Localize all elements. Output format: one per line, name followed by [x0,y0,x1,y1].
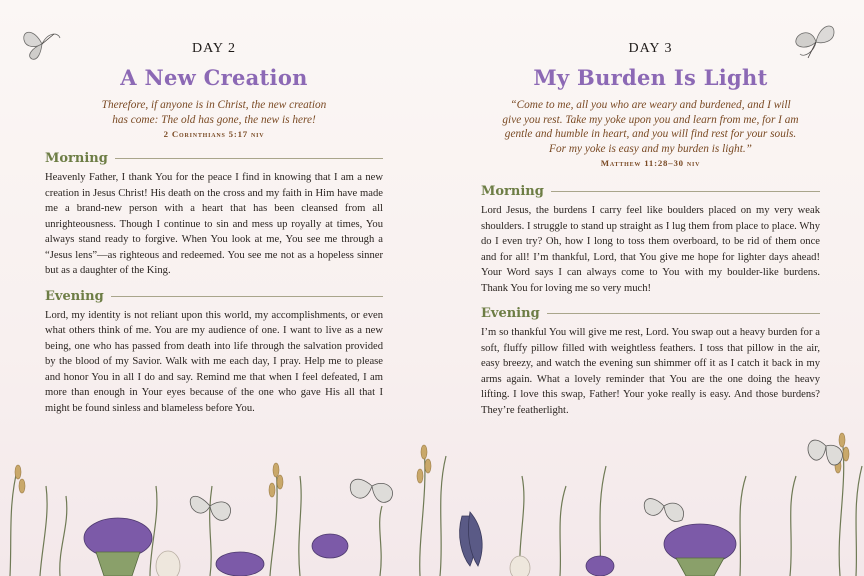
section-heading: Morning [481,184,544,199]
morning-heading [481,184,820,199]
thistle-flower-icon [84,518,736,576]
section-heading: Morning [45,151,108,166]
evening-text: I’m so thankful You will give me rest, Lord. You swap out a heavy burden for a soft, fluffy pillow filled with weightless feathers. I toss that pillow in the air, easy breezy, and watch the evening sun shimmer off it as I catch it back in my arms again. What a lovely reminder that You are the one doing the heavy lifting. I love this swap, Father! Your yoke really is easy. And those burdens? They’re featherlight. [481,327,820,416]
morning-text: Heavenly Father, I thank You for the peace I find in knowing that I am a new creation in Jesus Christ! His death on the cross and my faith in Him have made me a brand-new person with a heart that has been cleansed from all unrighteousness. Though I continue to sin and mess up royally at times, You always stand ready to forgive. When You look at me, You see me through a “Jesus lens”—as righteous and redeemed. You see me not as a hopeless sinner but as a daughter of the King. [45,172,383,276]
section-heading: Evening [45,288,104,304]
section-heading: Evening [481,306,540,321]
evening-heading [45,289,383,304]
scripture-reference: 2 Corinthians 5:17 niv [163,129,265,139]
day-label: DAY 3 [628,41,673,56]
page-title: My Burden Is Light [533,65,768,90]
page-title: A New Creation [120,65,308,90]
divider [547,313,820,314]
day-label: DAY 2 [191,41,237,56]
morning-heading [45,151,383,166]
wheat-icon [15,433,849,497]
scripture-reference: Matthew 11:28–30 niv [600,158,701,168]
divider [551,191,820,192]
crocus-icon [460,512,483,566]
evening-text: Lord, my identity is not reliant upon this world, my accomplishments, or even what others think of me. You are my audience of one. I want to live as a new being, one who has passed from death into life through the salvation provided by the blood of my Savior. Walk with me each day, I pray. Help me to please and honor You in all I do and say. Remind me that when I feel defeated, I am more than enough in Your eyes because of the one who gave His all that I might be found sinless and blameless before You. [45,309,383,414]
morning-text: Lord Jesus, the burdens I carry feel like boulders placed on my very weak shoulders. I struggle to stand up straight as I lug them from place to place. Why do I even try? Oh, how I long to toss them overboard, to be rid of them once and for all! I’m thankful, Lord, that You give me hope for lighter days ahead! Your Word says I can always come to You with my boulder-like burdens. Thank You for loving me so very much! [481,205,820,294]
scripture-verse: “Come to me, all you who are weary and burdened, and I will give you rest. Take my yoke upon you and learn from me, for I am gentle and humble in heart, and you will find rest for your souls. For my yoke is easy and my burden is light.” [502,99,799,155]
right-page [481,0,820,418]
scripture-verse: Therefore, if anyone is in Christ, the new creation has come: The old has gone, the new is here! [101,99,327,126]
left-page [45,0,383,416]
divider [115,158,383,159]
divider [111,296,383,297]
evening-heading [481,306,820,321]
floral-border [0,426,864,576]
